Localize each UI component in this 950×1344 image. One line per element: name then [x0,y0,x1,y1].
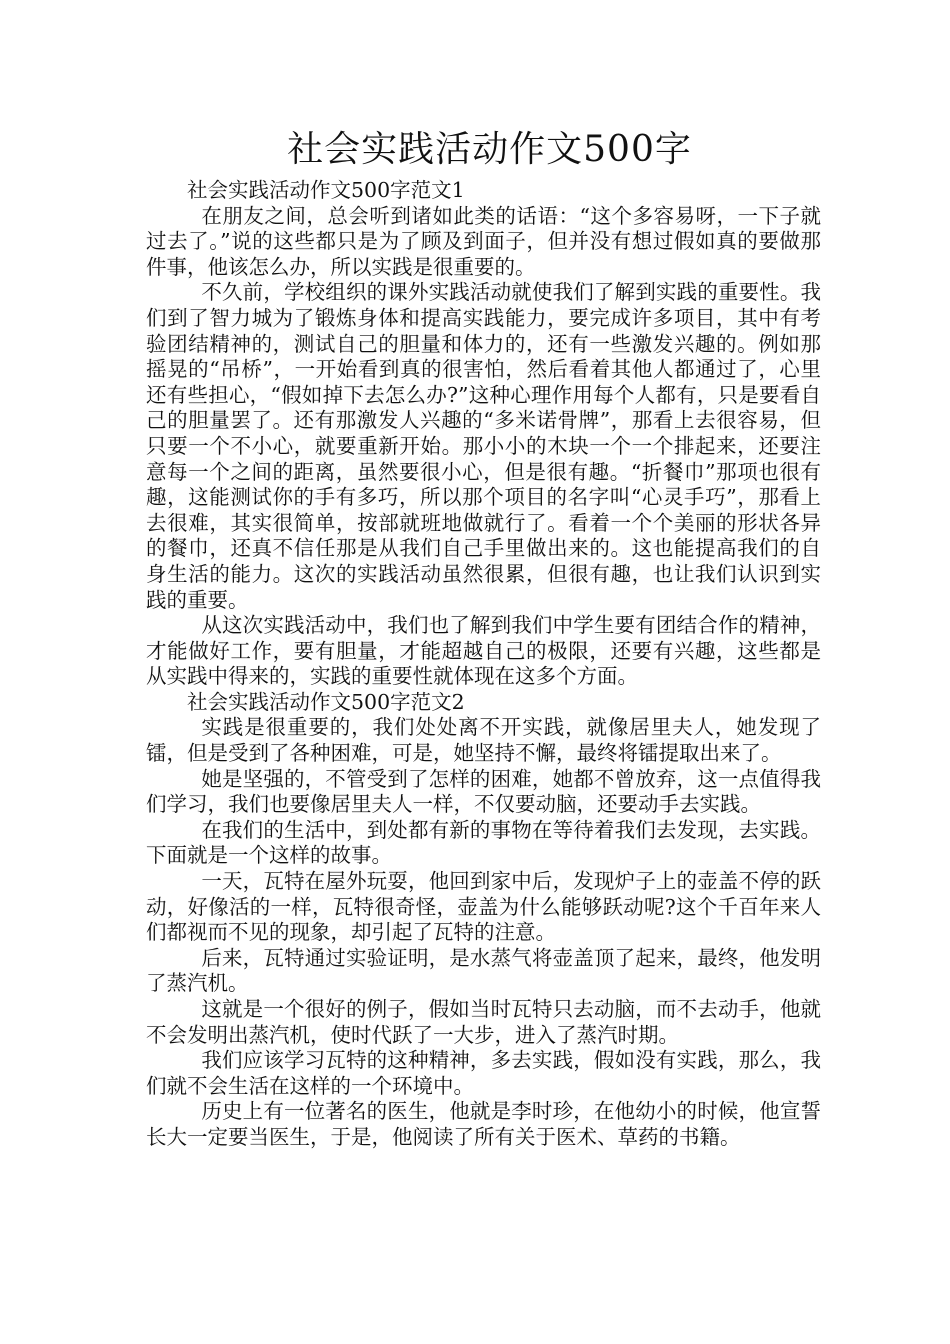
body-paragraph: 实践是很重要的，我们处处离不开实践，就像居里夫人，她发现了镭，但是受到了各种困难，可是，她坚持不懈，最终将镭提取出来了。 [146,715,821,766]
body-paragraph: 历史上有一位著名的医生，他就是李时珍，在他幼小的时候，他宣誓长大一定要当医生，于是，他阅读了所有关于医术、草药的书籍。 [146,1099,821,1149]
body-paragraph: 我们应该学习瓦特的这种精神，多去实践，假如没有实践，那么，我们就不会生活在这样的一个环境中。 [146,1048,821,1098]
body-paragraph: 不久前，学校组织的课外实践活动就使我们了解到实践的重要性。我们到了智力城为了锻炼身体和提高实践能力，要完成许多项目，其中有考验团结精神的，测试自己的胆量和体力的，还有一些激发兴趣的。例如那摇晃的“吊桥”，一开始看到真的很害怕，然后看着其他人都通过了，心里还有些担心，“假如掉下去怎么办?”这种心理作用每个人都有，只是要看自己的胆量罢了。还有那激发人兴趣的“多米诺骨牌”，那看上去很容易，但只要一个不小心，就要重新开始。那小小的木块一个一个排起来，还要注意每一个之间的距离，虽然要很小心，但是很有趣。“折餐巾”那项也很有趣，这能测试你的手有多巧，所以那个项目的名字叫“心灵手巧”，那看上去很难，其实很简单，按部就班地做就行了。看着一个个美丽的形状各异的餐巾，还真不信任那是从我们自己手里做出来的。这也能提高我们的自身生活的能力。这次的实践活动虽然很累，但很有趣，也让我们认识到实践的重要。 [146,280,821,612]
section-heading: 社会实践活动作文500字范文1 [187,178,465,202]
document-title: 社会实践活动作文500字 [287,129,692,170]
section-heading: 社会实践活动作文500字范文2 [187,689,465,714]
body-paragraph: 这就是一个很好的例子，假如当时瓦特只去动脑，而不去动手，他就不会发明出蒸汽机，使时代跃了一大步，进入了蒸汽时期。 [146,997,821,1047]
body-paragraph: 后来，瓦特通过实验证明，是水蒸气将壶盖顶了起来，最终，他发明了蒸汽机。 [146,945,821,996]
body-paragraph: 她是坚强的，不管受到了怎样的困难，她都不曾放弃，这一点值得我们学习，我们也要像居里夫人一样，不仅要动脑，还要动手去实践。 [146,766,821,817]
document-page [146,122,821,1151]
body-paragraph: 在我们的生活中，到处都有新的事物在等待着我们去发现，去实践。下面就是一个这样的故事。 [146,817,821,868]
body-paragraph: 在朋友之间，总会听到诸如此类的话语：“这个多容易呀，一下子就过去了。”说的这些都只是为了顾及到面子，但并没有想过假如真的要做那件事，他该怎么办，所以实践是很重要的。 [146,203,821,279]
body-paragraph: 从这次实践活动中，我们也了解到我们中学生要有团结合作的精神，才能做好工作，要有胆量，才能超越自己的极限，还要有兴趣，这些都是从实践中得来的，实践的重要性就体现在这多个方面。 [146,613,821,689]
document-body [146,178,821,1151]
body-paragraph: 一天，瓦特在屋外玩耍，他回到家中后，发现炉子上的壶盖不停的跃动，好像活的一样，瓦特很奇怪，壶盖为什么能够跃动呢?这个千百年来人们都视而不见的现象，却引起了瓦特的注意。 [146,869,821,945]
